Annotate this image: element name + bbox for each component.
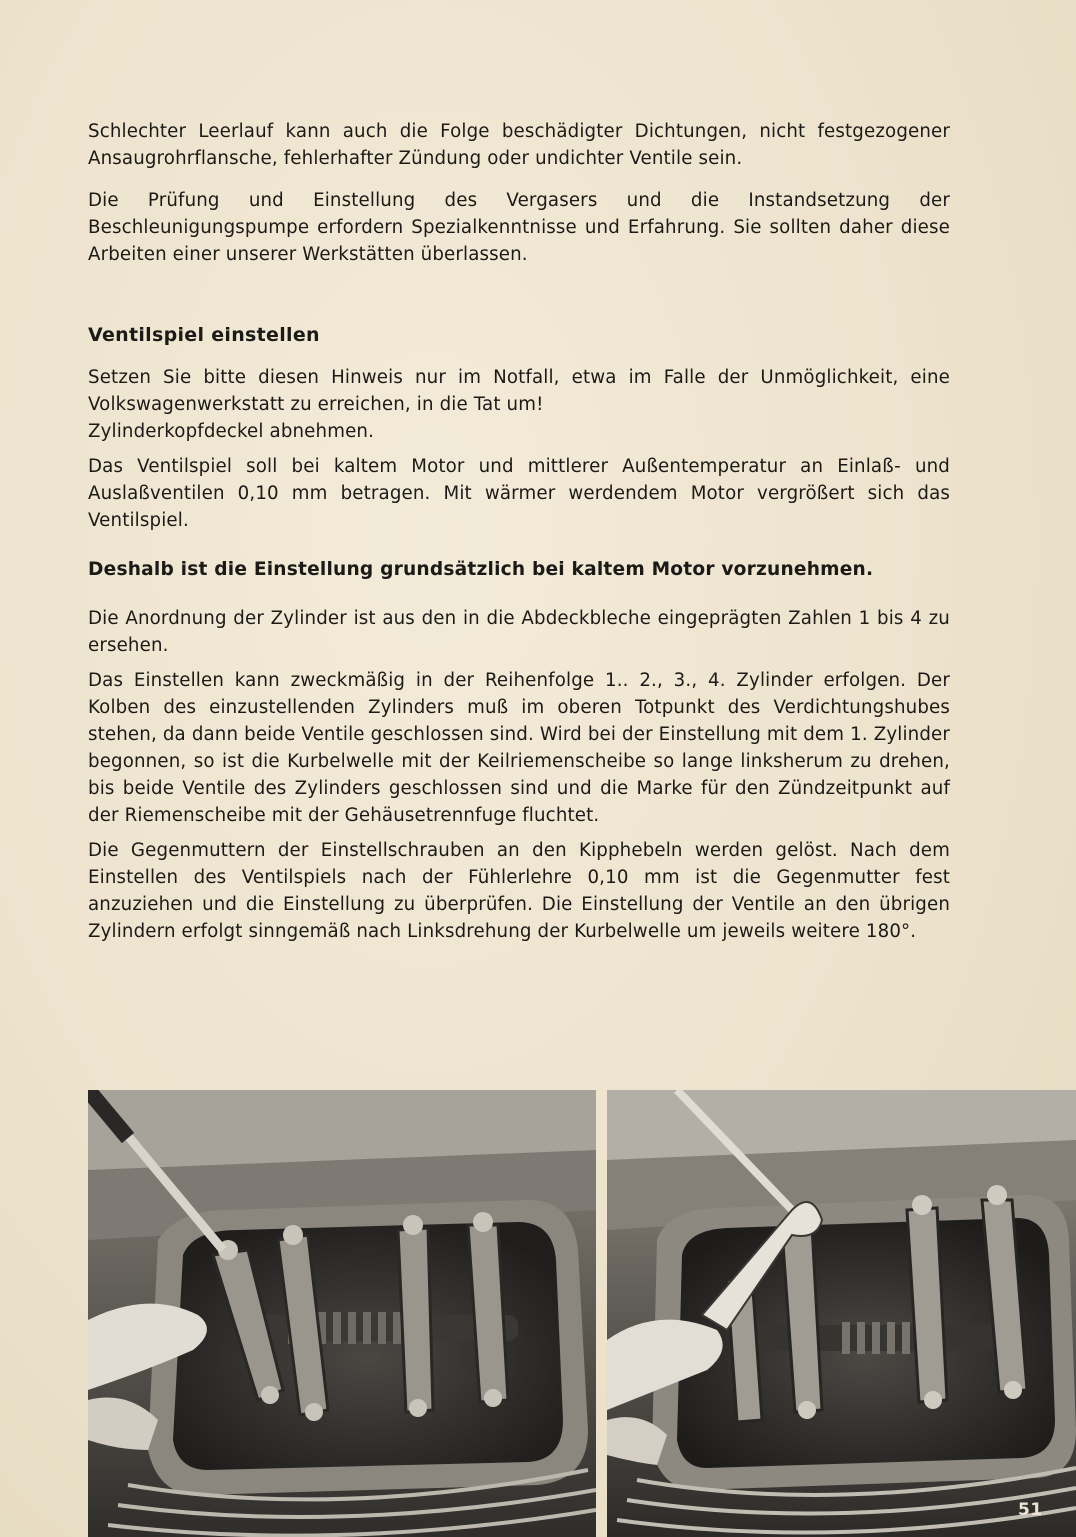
paragraph-carburetor: Die Prüfung und Einstellung des Vergasers und die Instandsetzung der Beschleunigungspumpe erfordern Spezialkenntnisse und Erfahrung. Sie sollten daher diese Arbeiten einer unserer Werkstätten überlassen.: [88, 190, 950, 265]
wrench-photo-icon: [607, 1090, 1076, 1537]
valve-adjustment-feeler-gauge-photo: [88, 1090, 596, 1537]
bold-cold-engine-note: Deshalb ist die Einstellung grundsätzlich bei kaltem Motor vorzunehmen.: [88, 559, 874, 580]
section-heading: Ventilspiel einstellen: [88, 324, 320, 346]
paragraph-valve-clearance: Das Ventilspiel soll bei kaltem Motor und mittlerer Außentemperatur an Einlaß- und Auslaßventilen 0,10 mm betragen. Mit wärmer werdendem Motor vergrößert sich das Ventilspiel.: [88, 456, 950, 531]
paragraph-idle: Schlechter Leerlauf kann auch die Folge beschädigter Dichtungen, nicht festgezogener Ansaugrohrflansche, fehlerhafter Zündung oder undichter Ventile sein.: [88, 121, 950, 169]
feeler-gauge-photo-icon: [88, 1090, 596, 1537]
text-column: [88, 118, 950, 960]
valve-adjustment-wrench-photo: [607, 1090, 1076, 1537]
photo-strip: [88, 1090, 1076, 1537]
page-number: 51: [1018, 1500, 1043, 1520]
paragraph-adjust-sequence: Das Einstellen kann zweckmäßig in der Reihenfolge 1.. 2., 3., 4. Zylinder erfolgen. Der Kolben des einzustellenden Zylinders muß im oberen Totpunkt des Verdichtungshubes stehen, da dann beide Ventile geschlossen sind. Wird bei der Einstellung mit dem 1. Zylinder begonnen, so ist die Kurbelwelle mit der Keilriemenscheibe so lange linksherum zu drehen, bis beide Ventile des Zylinders geschlossen sind und die Marke für den Zündzeitpunkt auf der Riemenscheibe mit der Gehäusetrennfuge fluchtet.: [88, 670, 950, 826]
paragraph-cylinder-order: Die Anordnung der Zylinder ist aus den in die Abdeckbleche eingeprägten Zahlen 1 bis 4 zu ersehen.: [88, 608, 950, 656]
paragraph-emergency-note: Setzen Sie bitte diesen Hinweis nur im Notfall, etwa im Falle der Unmöglichkeit, eine Volkswagenwerkstatt zu erreichen, in die Tat um!: [88, 367, 950, 415]
paragraph-remove-cover: Zylinderkopfdeckel abnehmen.: [88, 421, 375, 442]
paragraph-locknuts: Die Gegenmuttern der Einstellschrauben an den Kipphebeln werden gelöst. Nach dem Einstellen des Ventilspiels nach der Fühlerlehre 0,10 mm ist die Gegenmutter fest anzuziehen und die Einstellung zu überprüfen. Die Einstellung der Ventile an den übrigen Zylindern erfolgt sinngemäß nach Linksdrehung der Kurbelwelle um jeweils weitere 180°.: [88, 840, 950, 942]
